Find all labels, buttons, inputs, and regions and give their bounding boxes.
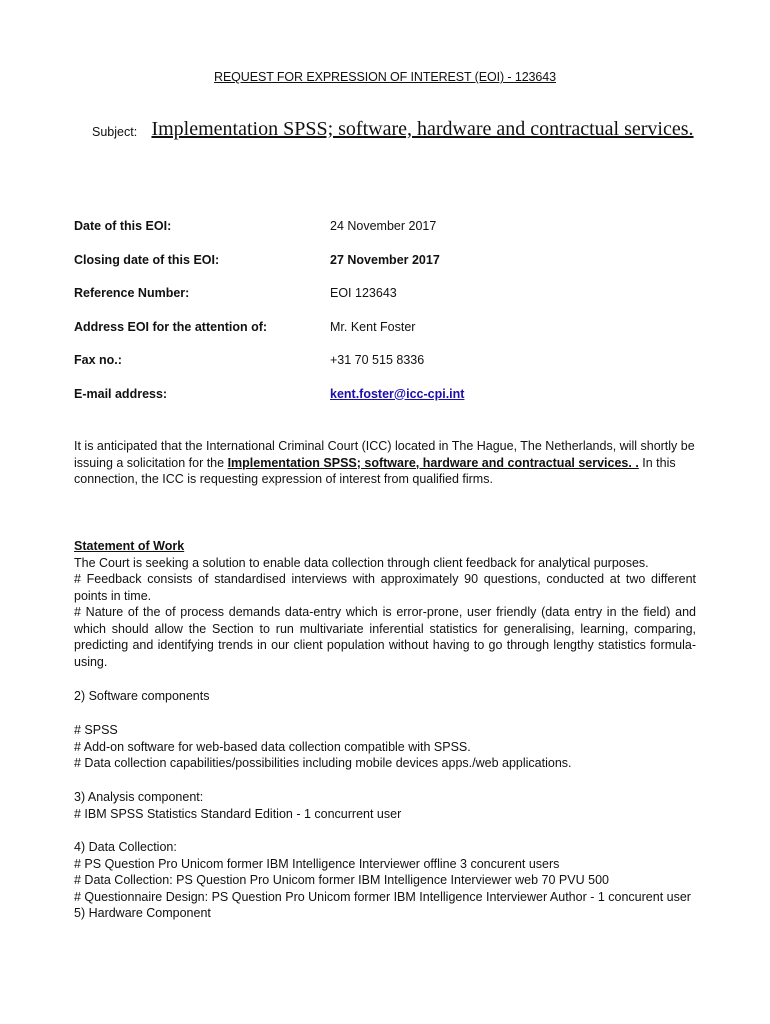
- field-row-reference: [74, 286, 694, 320]
- field-row-attention: [74, 320, 694, 354]
- list-item: # Add-on software for web-based data collection compatible with SPSS.: [74, 739, 471, 754]
- field-value-fax: +31 70 515 8336: [330, 353, 425, 367]
- software-heading: 2) Software components: [74, 689, 210, 703]
- sow-line: # Nature of the of process demands data-entry which is error-prone, user friendly (data entry in the field) and which should allow the Section to run multivariate inferential statistics for generalising, learning, comparing, predicting and identifying trends in our client population without having to go through lengthy statistics formula-using.: [74, 605, 696, 669]
- field-row-date: [74, 219, 694, 253]
- analysis-section: [74, 789, 696, 822]
- subject-label: Subject:: [92, 125, 138, 139]
- intro-paragraph: [74, 438, 696, 488]
- section-heading: 4) Data Collection:: [74, 840, 177, 854]
- section-heading: 3) Analysis component:: [74, 790, 204, 804]
- list-item: # Data collection capabilities/possibilities including mobile devices apps./web applications.: [74, 756, 572, 770]
- field-value-closing-date: 27 November 2017: [330, 252, 440, 267]
- field-value-reference: EOI 123643: [330, 286, 397, 300]
- field-value-attention: Mr. Kent Foster: [330, 319, 416, 334]
- intro-highlight: Implementation SPSS; software, hardware and contractual services. .: [227, 455, 639, 470]
- software-list: [74, 722, 696, 772]
- email-link[interactable]: kent.foster@icc-cpi.int: [330, 386, 465, 401]
- list-item: # Data Collection: PS Question Pro Unicom former IBM Intelligence Interviewer web 70 PVU 500: [74, 873, 609, 887]
- field-label: Address EOI for the attention of:: [74, 319, 268, 334]
- field-row-email: [74, 387, 694, 421]
- sow-line: # Feedback consists of standardised interviews with approximately 90 questions, conducted at two different points in time.: [74, 572, 696, 603]
- document-title: REQUEST FOR EXPRESSION OF INTEREST (EOI) - 123643: [214, 70, 556, 84]
- data-collection-section: [74, 839, 696, 922]
- section-heading: 5) Hardware Component: [74, 906, 211, 920]
- sow-line: The Court is seeking a solution to enable data collection through client feedback for analytical purposes.: [74, 555, 649, 570]
- field-label: Fax no.:: [74, 353, 122, 367]
- field-label: Date of this EOI:: [74, 219, 172, 233]
- section-heading: Statement of Work: [74, 539, 185, 553]
- field-label: E-mail address:: [74, 386, 168, 401]
- field-row-fax: [74, 353, 694, 387]
- field-row-closing-date: [74, 253, 694, 287]
- subject-text: Implementation SPSS; software, hardware and contractual services.: [151, 118, 694, 140]
- field-label: Closing date of this EOI:: [74, 252, 220, 267]
- list-item: # IBM SPSS Statistics Standard Edition - 1 concurrent user: [74, 806, 402, 821]
- field-label: Reference Number:: [74, 286, 190, 300]
- intro-text-end: In this connection, the ICC is requesting expression of interest from qualified firms.: [74, 455, 676, 486]
- field-value-date: 24 November 2017: [330, 219, 437, 233]
- intro-text: It is anticipated that the International Criminal Court (ICC) located in The Hague, The Netherlands, will shortly be issuing a solicitation for the: [74, 439, 695, 470]
- list-item: # SPSS: [74, 723, 118, 737]
- list-item: # PS Question Pro Unicom former IBM Intelligence Interviewer offline 3 concurent users: [74, 856, 560, 871]
- eoi-details: [74, 219, 694, 420]
- statement-of-work: [74, 538, 696, 670]
- list-item: # Questionnaire Design: PS Question Pro Unicom former IBM Intelligence Interviewer Author - 1 concurent user: [74, 889, 691, 904]
